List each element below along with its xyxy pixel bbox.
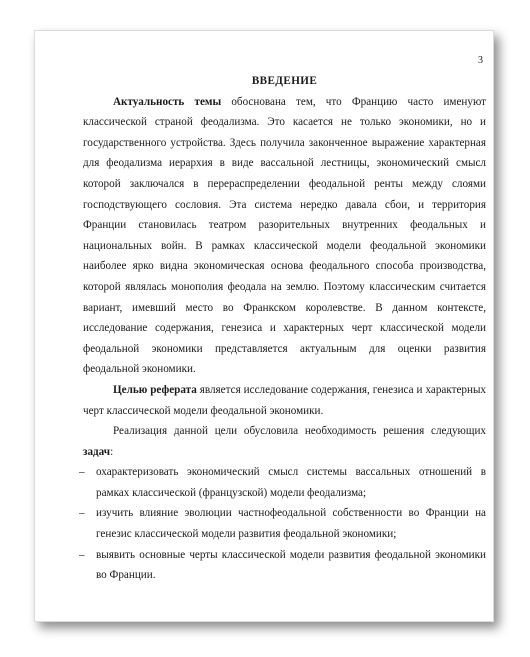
goal-text: является исследование содержания, генезиса и характерных черт классической модели феодальной экономики. [83,383,487,417]
tasks-colon: : [110,445,114,458]
list-item [79,462,486,503]
section-title: ВВЕДЕНИЕ [251,75,318,87]
list-dash: – [79,548,85,561]
tasks-intro-paragraph [83,421,486,462]
task-text: изучить влияние эволюции частнофеодальной собственности во Франции на генезис классической модели развития феодальной экономики; [96,507,486,541]
task-text: охарактеризовать экономический смысл системы вассальных отношений в рамках классической (французской) модели феодализма; [96,466,486,499]
goal-paragraph [83,380,486,421]
document-page [34,30,494,622]
list-dash: – [79,507,85,520]
tasks-list [79,462,486,586]
page-number: 3 [478,55,483,66]
tasks-intro-text: Реализация данной цели обусловила необходимость решения следующих [113,425,486,438]
list-item [79,503,486,544]
list-dash: – [79,466,85,479]
tasks-keyword: задач [83,445,111,458]
relevance-paragraph [83,92,486,380]
task-text: выявить основные черты классической модели развития феодальной экономики во Франции. [96,548,486,582]
list-item [79,545,486,586]
relevance-lead: Актуальность темы [113,95,222,108]
goal-lead: Целью реферата [113,383,197,396]
relevance-text: обоснована тем, что Францию часто именуют классической страной феодализма. Это касается не только экономики, но и государственного устройства. Здесь получила законченное выражение характерная для феодализма иерархия в виде вассальной лестницы, экономический смысл которой заключался в перераспределении феодальной ренты между слоями господствующего сословия. Эта система нередко давала сбои, и территория Франции становилась театром разорительных внутренних феодальных и национальных войн. В рамках классической модели феодальной экономики наиболее ярко видна экономическая основа феодального способа производства, которой являлась монополия феодала на землю. Поэтому классическим считается вариант, имевший место во Франкском королевстве. В данном контексте, исследование содержания, генезиса и характерных черт классической модели феодальной экономики представляется актуальным для оценки развития феодальной экономики. [83,95,486,376]
document-body [79,71,487,586]
